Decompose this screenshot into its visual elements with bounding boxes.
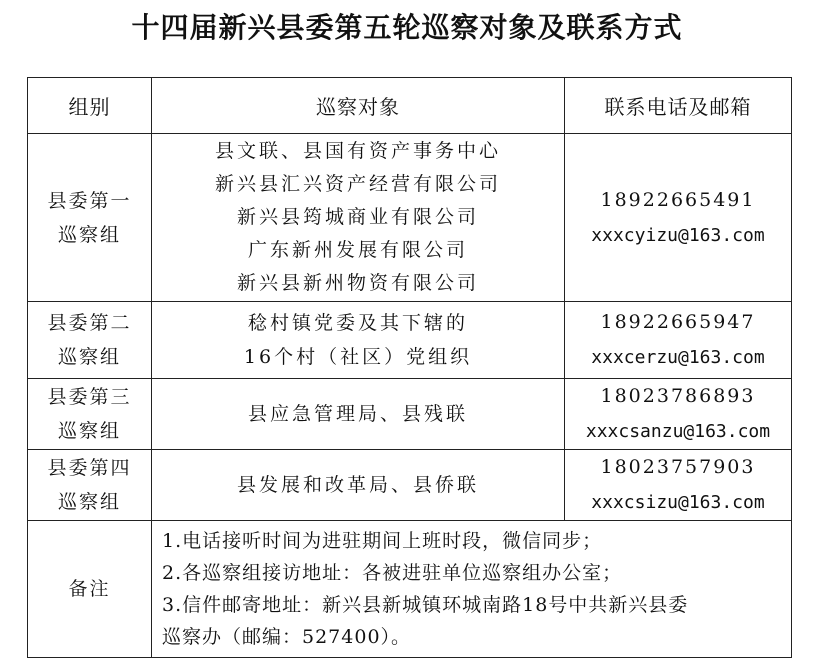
- phone-number: 18023757903: [600, 456, 756, 478]
- group-cell: [28, 379, 152, 450]
- targets-cell: [152, 302, 565, 379]
- target-line: 县应急管理局、县残联: [247, 402, 468, 425]
- contact-cell: [565, 302, 792, 379]
- phone-number: 18023786893: [600, 385, 756, 407]
- table-row: [28, 134, 792, 302]
- target-line: 广东新州发展有限公司: [247, 239, 468, 261]
- contact-cell: [565, 379, 792, 450]
- contact-cell: [565, 134, 792, 302]
- email-address: xxxcerzu@163.com: [591, 347, 765, 368]
- group-name-line1: 县委第二: [47, 312, 132, 334]
- table-row: [28, 450, 792, 521]
- notes-cell: [152, 521, 792, 658]
- group-cell: [28, 134, 152, 302]
- page-title: 十四届新兴县委第五轮巡察对象及联系方式: [131, 11, 683, 44]
- header-targets: 巡察对象: [152, 78, 565, 134]
- group-name-line1: 县委第三: [47, 386, 132, 408]
- group-name-line2: 巡察组: [57, 420, 121, 442]
- email-address: xxxcyizu@163.com: [591, 224, 765, 246]
- header-group: 组别: [28, 78, 152, 134]
- group-cell: [28, 302, 152, 379]
- target-line: 县文联、县国有资产事务中心: [214, 140, 501, 162]
- email-address: xxxcsanzu@163.com: [585, 421, 771, 442]
- email-address: xxxcsizu@163.com: [591, 492, 765, 513]
- phone-number: 18922665491: [600, 188, 756, 211]
- table-header-row: [28, 78, 792, 134]
- note-item: 巡察办（邮编：527400）。: [162, 626, 412, 648]
- target-line: 16个村（社区）党组织: [243, 346, 473, 368]
- group-name-line1: 县委第四: [47, 457, 132, 479]
- target-line: 新兴县筠城商业有限公司: [236, 206, 479, 228]
- target-line: 县发展和改革局、县侨联: [236, 473, 479, 496]
- group-name-line1: 县委第一: [47, 189, 132, 212]
- note-item: 2.各巡察组接访地址：各被进驻单位巡察组办公室；: [162, 562, 623, 584]
- patrol-contact-table: [27, 77, 792, 658]
- notes-row: [28, 521, 792, 658]
- table-row: [28, 379, 792, 450]
- target-line: 新兴县汇兴资产经营有限公司: [214, 173, 501, 195]
- note-item: 3.信件邮寄地址：新兴县新城镇环城南路18号中共新兴县委: [162, 594, 689, 616]
- targets-cell: [152, 450, 565, 521]
- notes-label: 备注: [68, 578, 111, 600]
- group-name-line2: 巡察组: [57, 223, 121, 246]
- contact-cell: [565, 450, 792, 521]
- header-contact: 联系电话及邮箱: [565, 78, 792, 134]
- phone-number: 18922665947: [600, 311, 756, 333]
- table-row: [28, 302, 792, 379]
- group-cell: [28, 450, 152, 521]
- targets-cell: [152, 134, 565, 302]
- note-item: 1.电话接听时间为进驻期间上班时段，微信同步；: [162, 530, 603, 552]
- target-line: 稔村镇党委及其下辖的: [247, 312, 468, 334]
- notes-label-cell: [28, 521, 152, 658]
- group-name-line2: 巡察组: [57, 491, 121, 513]
- targets-cell: [152, 379, 565, 450]
- group-name-line2: 巡察组: [57, 346, 121, 368]
- target-line: 新兴县新州物资有限公司: [236, 272, 479, 294]
